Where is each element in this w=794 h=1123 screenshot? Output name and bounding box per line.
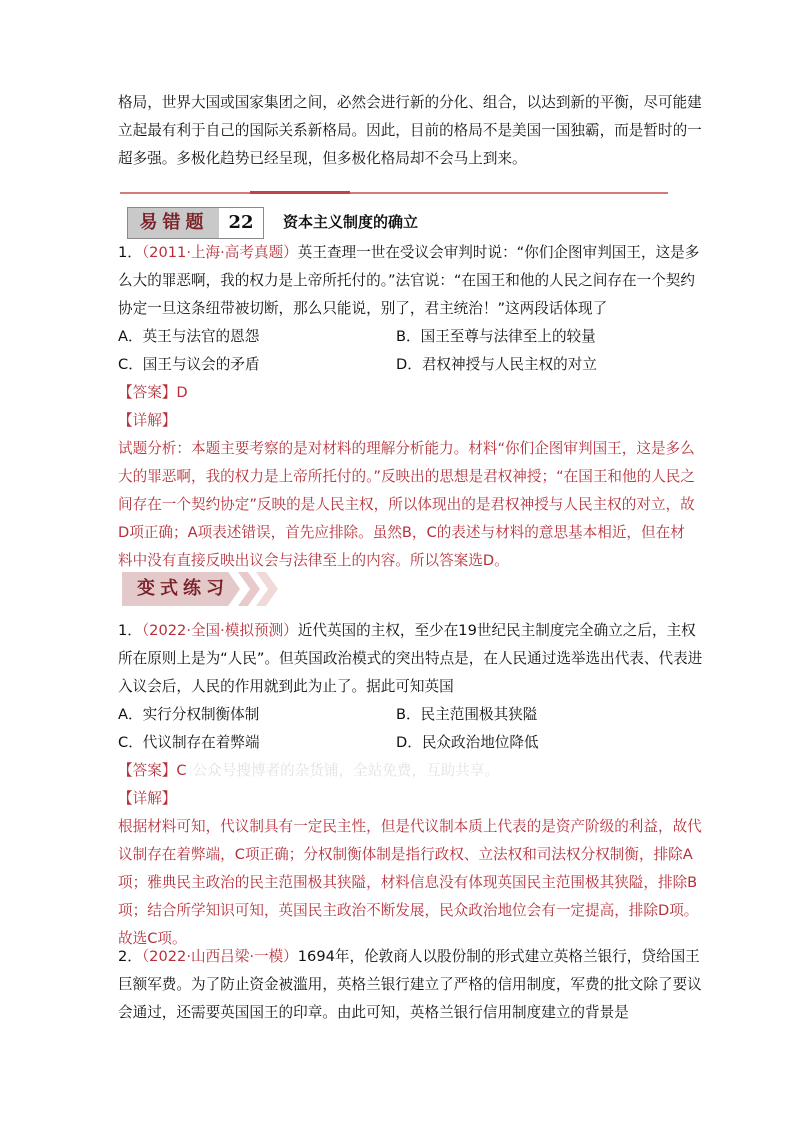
detail-label: 【详解】	[118, 412, 177, 429]
watermark-text: 公众号搜博者的杂货铺，全站免费，互助共享。	[192, 762, 500, 779]
intro-line: 立起最有利于自己的国际关系新格局。因此，目前的格局不是美国一国独霸，而是暂时的一	[118, 122, 702, 139]
option-b: B．民主范围极其狭隘	[396, 706, 538, 723]
option-c: C．代议制存在着弊端	[118, 734, 260, 751]
detail-text: D项正确；A项表述错误，首先应排除。虽然B，C的表述与材料的意思基本相近，但在材	[118, 524, 685, 541]
intro-paragraph	[118, 89, 702, 173]
question-stem	[118, 617, 696, 645]
option-c: C．国王与议会的矛盾	[118, 356, 260, 373]
detail-text: 项；结合所学知识可知，英国民主政治不断发展，民众政治地位会有一定提高，排除D项。	[118, 902, 699, 919]
question-number: 1．	[118, 622, 142, 639]
option-a: A．实行分权制衡体制	[118, 706, 260, 723]
badge-label: 易错题	[127, 207, 221, 239]
options-row	[118, 729, 678, 757]
answer-line: 【答案】D	[118, 384, 188, 401]
options-row	[118, 701, 678, 729]
question-text: 协定一旦这条纽带被切断，那么只能说，别了，君主统治！”这两段话体现了	[118, 300, 608, 317]
question-number: 1．	[118, 244, 142, 261]
detail-text: 议制存在着弊端，C项正确；分权制衡体制是指行政权、立法权和司法权分权制衡，排除A	[118, 846, 693, 863]
intro-line: 超多强。多极化趋势已经呈现，但多极化格局却不会马上到来。	[118, 150, 527, 167]
intro-line: 格局，世界大国或国家集团之间，必然会进行新的分化、组合，以达到新的平衡，尽可能建	[118, 94, 702, 111]
question-text: 所在原则上是为“人民”。但英国政治模式的突出特点是，在人民通过选举选出代表、代表进	[118, 650, 703, 667]
options-row	[118, 351, 678, 379]
answer-text: 【答案】C	[118, 762, 187, 779]
question-source: （2011·上海·高考真题）	[141, 244, 298, 261]
option-d: D．民众政治地位降低	[396, 734, 539, 751]
question-text: 入议会后，人民的作用就到此为止了。据此可知英国	[118, 678, 454, 695]
question-source: （2022·山西吕梁·一模）	[141, 948, 298, 965]
option-d: D．君权神授与人民主权的对立	[396, 356, 597, 373]
question-1	[118, 239, 700, 575]
question-text: 1694年，伦敦商人以股份制的形式建立英格兰银行，贷给国王	[297, 948, 700, 965]
detail-text: 根据材料可知，代议制具有一定民主性，但是代议制本质上代表的是资产阶级的利益，故代	[118, 818, 702, 835]
detail-text: 故选C项。	[118, 930, 187, 947]
question-text: 巨额军费。为了防止资金被滥用，英格兰银行建立了严格的信用制度，军费的批文除了要议	[118, 976, 702, 993]
option-a: A．英王与法官的恩怨	[118, 328, 260, 345]
question-stem	[118, 943, 700, 971]
question-text: 么大的罪恶啊，我的权力是上帝所托付的。”法官说：“在国王和他的人民之间存在一个契约	[118, 272, 695, 289]
answer-line	[118, 757, 678, 785]
variant-question-1	[118, 617, 703, 953]
question-stem	[118, 239, 700, 267]
section-title: 资本主义制度的确立	[283, 213, 419, 231]
options-row	[118, 323, 678, 351]
error-prone-badge	[127, 207, 267, 239]
question-text: 近代英国的主权，至少在19世纪民主制度完全确立之后，主权	[297, 622, 696, 639]
banner-label: 变式练习	[137, 578, 229, 599]
question-text: 会通过，还需要英国国王的印章。由此可知，英格兰银行信用制度建立的背景是	[118, 1004, 629, 1021]
detail-text: 试题分析：本题主要考察的是对材料的理解分析能力。材料“你们企图审判国王，这是多么	[118, 440, 695, 457]
variant-question-2	[118, 943, 702, 1027]
detail-text: 间存在一个契约协定”反映的是人民主权，所以体现出的是君权神授与人民主权的对立，故	[118, 496, 695, 513]
detail-text: 项；雅典民主政治的民主范围极其狭隘，材料信息没有体现英国民主范围极其狭隘，排除B	[118, 874, 698, 891]
variant-exercise-banner	[122, 572, 272, 608]
detail-text: 料中没有直接反映出议会与法律至上的内容。所以答案选D。	[118, 552, 509, 569]
question-source: （2022·全国·模拟预测）	[141, 622, 298, 639]
badge-number: 22	[219, 207, 264, 239]
option-b: B．国王至尊与法律至上的较量	[396, 328, 596, 345]
question-number: 2．	[118, 948, 142, 965]
detail-label: 【详解】	[118, 790, 177, 807]
question-text: 英王查理一世在受议会审判时说：“你们企图审判国王，这是多	[297, 244, 700, 261]
detail-text: 大的罪恶啊，我的权力是上帝所托付的。”反映出的思想是君权神授；“在国王和他的人民之	[118, 468, 695, 485]
section-divider	[120, 188, 668, 198]
